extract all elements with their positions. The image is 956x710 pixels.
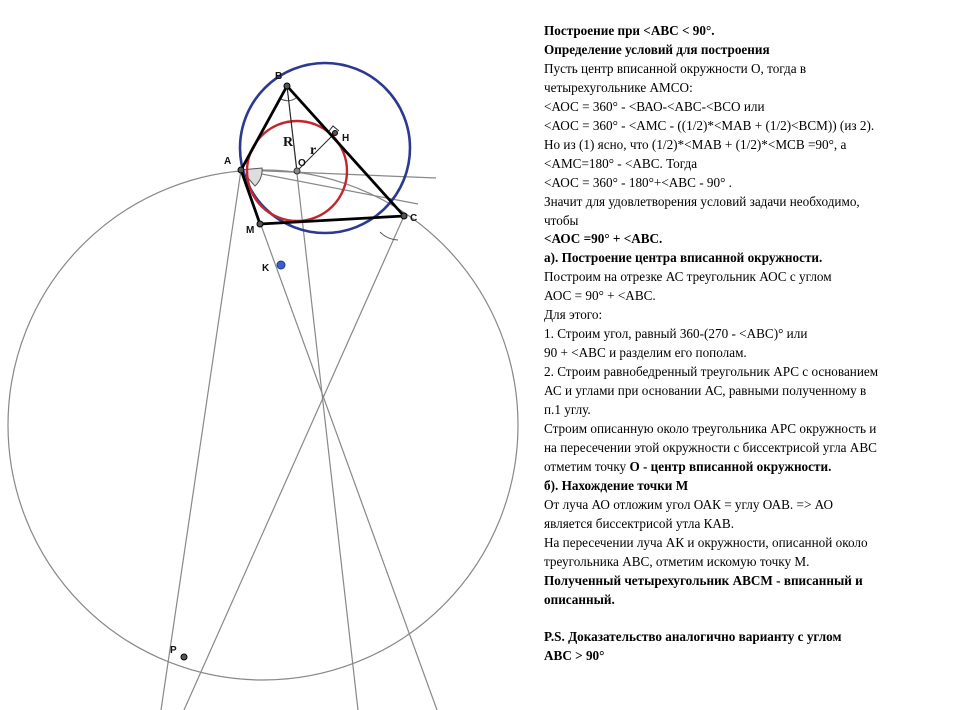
circumcircle-abc <box>240 63 410 233</box>
text-line <box>544 610 954 629</box>
text-line: <АМС=180° - <АВС. Тогда <box>544 155 698 171</box>
point-p <box>181 654 187 660</box>
text-line: Но из (1) ясно, что (1/2)*<МАВ + (1/2)*<МСВ =90°, а <box>544 136 847 152</box>
label-a: A <box>224 156 232 167</box>
text-line: 2. Строим равнобедренный треугольник АРС с основанием <box>544 364 879 380</box>
text-line: на пересечении этой окружности с биссектрисой угла АВС <box>544 439 877 455</box>
text-line: 90 + <АВС и разделим его пополам. <box>544 345 747 361</box>
text-line: АВС > 90° <box>544 648 605 664</box>
point-b <box>284 83 290 89</box>
label-o: O <box>298 158 306 169</box>
text-line: Построение при <ABC < 90°. <box>544 23 715 38</box>
point-c <box>401 213 407 219</box>
text-line: На пересечении луча АК и окружности, описанной около <box>544 534 868 550</box>
text-line: описанный. <box>544 591 615 607</box>
text-line: Построим на отрезке АС треугольник АОС с углом <box>544 269 832 285</box>
line-c-p <box>184 216 404 710</box>
explanation-text <box>544 22 954 666</box>
label-m: M <box>246 225 255 236</box>
point-k <box>277 261 285 269</box>
quadrilateral-abcm <box>241 86 404 224</box>
text-line: является биссектрисой утла КАВ. <box>544 515 735 531</box>
text-line: АС и углами при основании АС, равными полученному в <box>544 383 867 399</box>
text-line <box>544 458 954 477</box>
text-line: 1. Строим угол, равный 360-(270 - <АВС)° или <box>544 326 808 342</box>
text-line: Пусть центр вписанной окружности О, тогда в <box>544 60 807 76</box>
text-line: Для этого: <box>544 307 603 323</box>
line-a-p <box>161 170 241 710</box>
label-c: C <box>410 213 418 224</box>
line-a-k <box>241 170 437 710</box>
text-line: чтобы <box>544 212 579 228</box>
circle-apc <box>8 170 518 680</box>
text-line: <АОС = 360° - <АМС - ((1/2)*<МАВ + (1/2)<ВСМ)) (из 2). <box>544 117 875 133</box>
text-line: треугольника АВС, отметим искомую точку М. <box>544 553 810 569</box>
text-fragment: О - центр вписанной окружности. <box>629 458 832 474</box>
point-h <box>333 131 338 136</box>
point-m <box>257 221 263 227</box>
text-line: <АОС =90° + <АВС. <box>544 231 663 247</box>
text-fragment: отметим точку <box>544 458 630 474</box>
point-a <box>238 167 244 173</box>
text-line: <АОС = 360° - <ВАО-<АВС-<ВСО или <box>544 98 765 114</box>
label-small-r: r <box>310 143 317 158</box>
text-line: Строим описанную около треугольника АРС окружность и <box>544 421 877 437</box>
text-line: <АОС = 360° - 180°+<АВС - 90° . <box>544 174 732 190</box>
label-big-r: R <box>283 135 294 150</box>
text-line: От луча АО отложим угол ОАК = углу ОАВ. => АО <box>544 496 834 512</box>
text-line: четырехугольнике АМСО: <box>544 79 693 95</box>
label-b: B <box>275 71 283 82</box>
text-line: п.1 углу. <box>544 402 591 418</box>
text-line: P.S. Доказательство аналогично варианту с углом <box>544 629 842 645</box>
text-line: АОС = 90° + <АВС. <box>544 288 656 304</box>
label-h: H <box>342 133 350 144</box>
text-line: Полученный четырехугольник АВСМ - вписанный и <box>544 572 863 588</box>
text-line: а). Построение центра вписанной окружности. <box>544 250 823 266</box>
label-k: K <box>262 263 270 274</box>
label-p: P <box>170 645 177 656</box>
text-line: Определение условий для построения <box>544 41 770 57</box>
text-line: б). Нахождение точки М <box>544 477 689 493</box>
text-line: Значит для удовлетворения условий задачи необходимо, <box>544 193 860 209</box>
